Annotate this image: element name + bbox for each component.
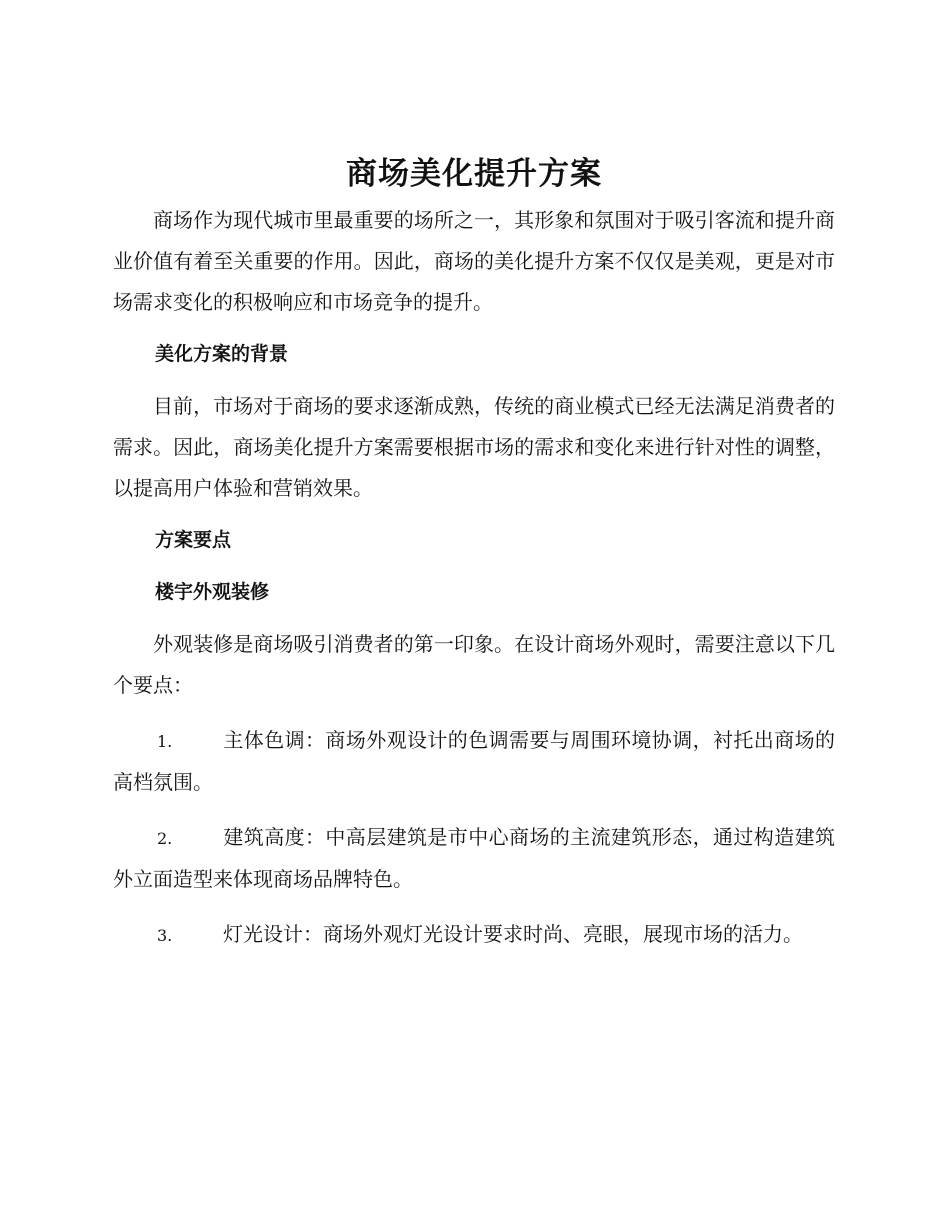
- heading-key-points: 方案要点: [155, 529, 232, 551]
- list-number: 3.: [157, 926, 173, 945]
- list-item: [113, 914, 835, 956]
- document-title: 商场美化提升方案: [346, 156, 602, 192]
- list-number: 1.: [157, 732, 173, 751]
- list-text: 主体色调：商场外观设计的色调需要与周围环境协调，衬托出商场的高档氛围。: [113, 728, 835, 794]
- background-paragraph: 目前，市场对于商场的要求逐渐成熟，传统的商业模式已经无法满足消费者的需求。因此，商场美化提升方案需要根据市场的需求和变化来进行针对性的调整，以提高用户体验和营销效果。: [113, 394, 835, 500]
- list-text: 灯光设计：商场外观灯光设计要求时尚、亮眼，展现市场的活力。: [223, 922, 803, 946]
- list-text: 建筑高度：中高层建筑是市中心商场的主流建筑形态，通过构造建筑外立面造型来体现商场品牌特色。: [113, 825, 835, 891]
- intro-paragraph: 商场作为现代城市里最重要的场所之一，其形象和氛围对于吸引客流和提升商业价值有着至关重要的作用。因此，商场的美化提升方案不仅仅是美观，更是对市场需求变化的积极响应和市场竞争的提升。: [113, 208, 835, 314]
- heading-background: 美化方案的背景: [155, 343, 289, 365]
- facade-paragraph: 外观装修是商场吸引消费者的第一印象。在设计商场外观时，需要注意以下几个要点：: [113, 632, 835, 697]
- heading-facade: 楼宇外观装修: [155, 581, 270, 603]
- list-number: 2.: [157, 829, 173, 848]
- list-item: [113, 720, 835, 803]
- list-item: [113, 817, 835, 900]
- document-page: [113, 148, 835, 956]
